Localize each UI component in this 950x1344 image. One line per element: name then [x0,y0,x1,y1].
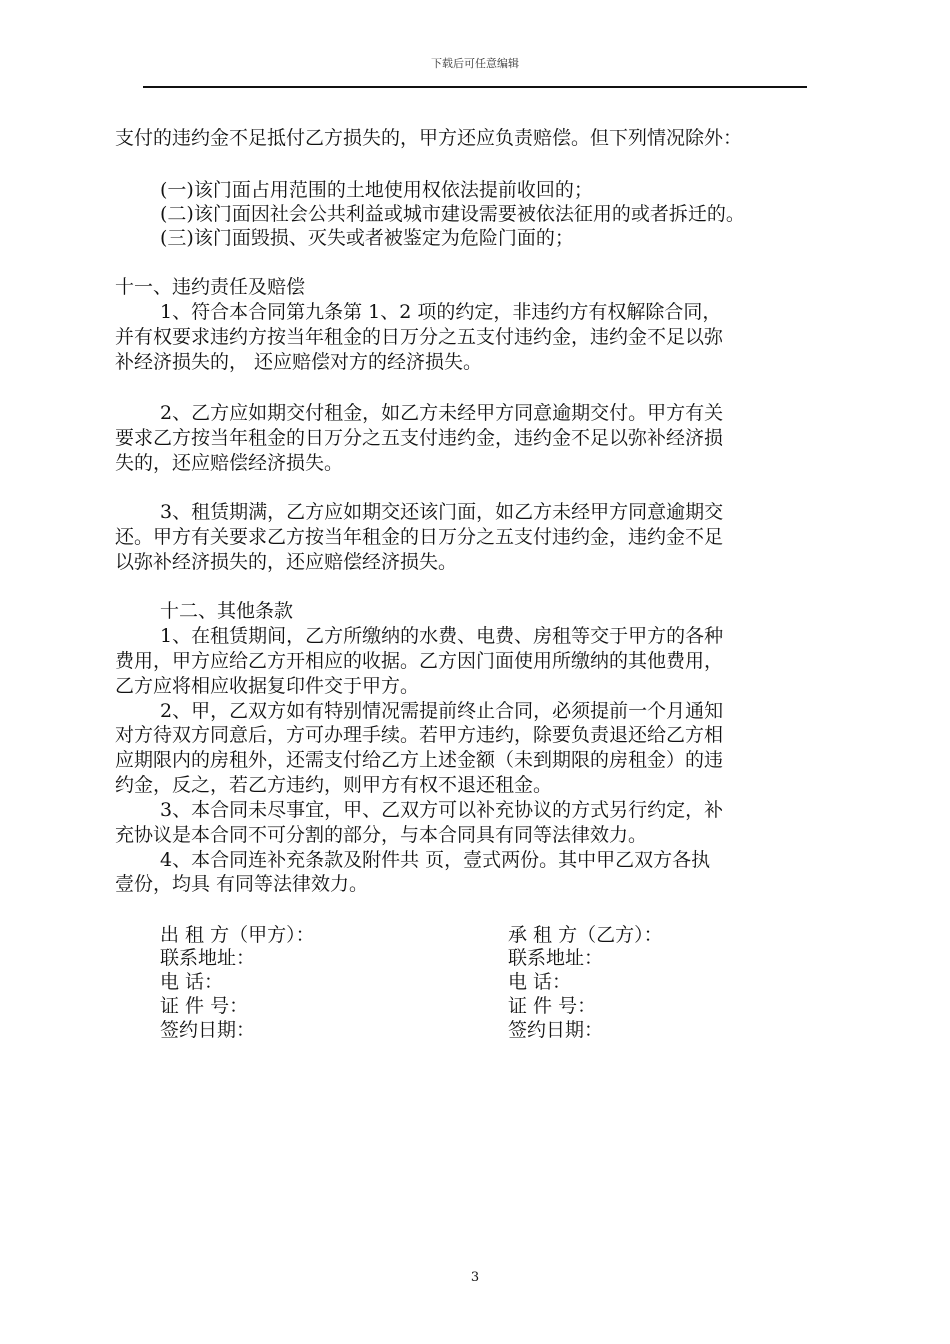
body-line: 以弥补经济损失的，还应赔偿经济损失。 [115,551,458,573]
body-line: 支付的违约金不足抵付乙方损失的，甲方还应负责赔偿。但下列情况除外： [115,127,743,149]
lessor-label: 出 租 方（甲方）： [160,924,315,946]
lessee-date-label: 签约日期： [508,1019,604,1041]
body-line: 约金，反之，若乙方违约，则甲方有权不退还租金。 [115,774,553,796]
body-line: 对方待双方同意后，方可办理手续。若甲方违约，除要负责退还给乙方相 [115,724,724,746]
body-line: (二)该门面因社会公共利益或城市建设需要被依法征用的或者拆迁的。 [160,203,745,225]
body-line: 费用，甲方应给乙方开相应的收据。乙方因门面使用所缴纳的其他费用， [115,650,724,672]
body-line: 乙方应将相应收据复印件交于甲方。 [115,675,420,697]
lessee-phone-label: 电 话： [508,971,572,993]
body-line: 要求乙方按当年租金的日万分之五支付违约金，违约金不足以弥补经济损 [115,427,724,449]
lessor-id-label: 证 件 号： [160,995,249,1017]
lessee-label: 承 租 方（乙方）： [508,924,663,946]
lessee-address-label: 联系地址： [508,947,604,969]
lessor-address-label: 联系地址： [160,947,256,969]
page-header: 下载后可任意编辑 [431,57,519,70]
body-line: 2、乙方应如期交付租金，如乙方未经甲方同意逾期交付。甲方有关 [160,402,724,424]
body-line: (一)该门面占用范围的土地使用权依法提前收回的； [160,179,593,201]
section-heading: 十二、其他条款 [160,600,294,622]
body-line: 补经济损失的， 还应赔偿对方的经济损失。 [115,351,483,373]
lessee-id-label: 证 件 号： [508,995,597,1017]
body-line: 还。甲方有关要求乙方按当年租金的日万分之五支付违约金，违约金不足 [115,526,724,548]
body-line: (三)该门面毁损、灭失或者被鉴定为危险门面的； [160,227,574,249]
body-line: 1、符合本合同第九条第 1、2 项的约定，非违约方有权解除合同， [160,301,722,323]
body-line: 壹份，均具 有同等法律效力。 [115,873,369,895]
body-line: 1、在租赁期间，乙方所缴纳的水费、电费、房租等交于甲方的各种 [160,625,724,647]
body-line: 充协议是本合同不可分割的部分，与本合同具有同等法律效力。 [115,824,648,846]
lessor-phone-label: 电 话： [160,971,224,993]
body-line: 2、甲，乙双方如有特别情况需提前终止合同，必须提前一个月通知 [160,700,724,722]
header-rule [143,86,807,88]
section-heading: 十一、违约责任及赔偿 [115,276,306,298]
body-line: 4、本合同连补充条款及附件共 页，壹式两份。其中甲乙双方各执 [160,849,711,871]
body-line: 3、租赁期满，乙方应如期交还该门面，如乙方未经甲方同意逾期交 [160,501,724,523]
body-line: 并有权要求违约方按当年租金的日万分之五支付违约金，违约金不足以弥 [115,326,724,348]
lessor-date-label: 签约日期： [160,1019,256,1041]
body-line: 失的，还应赔偿经济损失。 [115,452,344,474]
page-number: 3 [470,1270,480,1285]
body-line: 3、本合同未尽事宜，甲、乙双方可以补充协议的方式另行约定，补 [160,799,724,821]
body-line: 应期限内的房租外，还需支付给乙方上述金额（未到期限的房租金）的违 [115,749,724,771]
